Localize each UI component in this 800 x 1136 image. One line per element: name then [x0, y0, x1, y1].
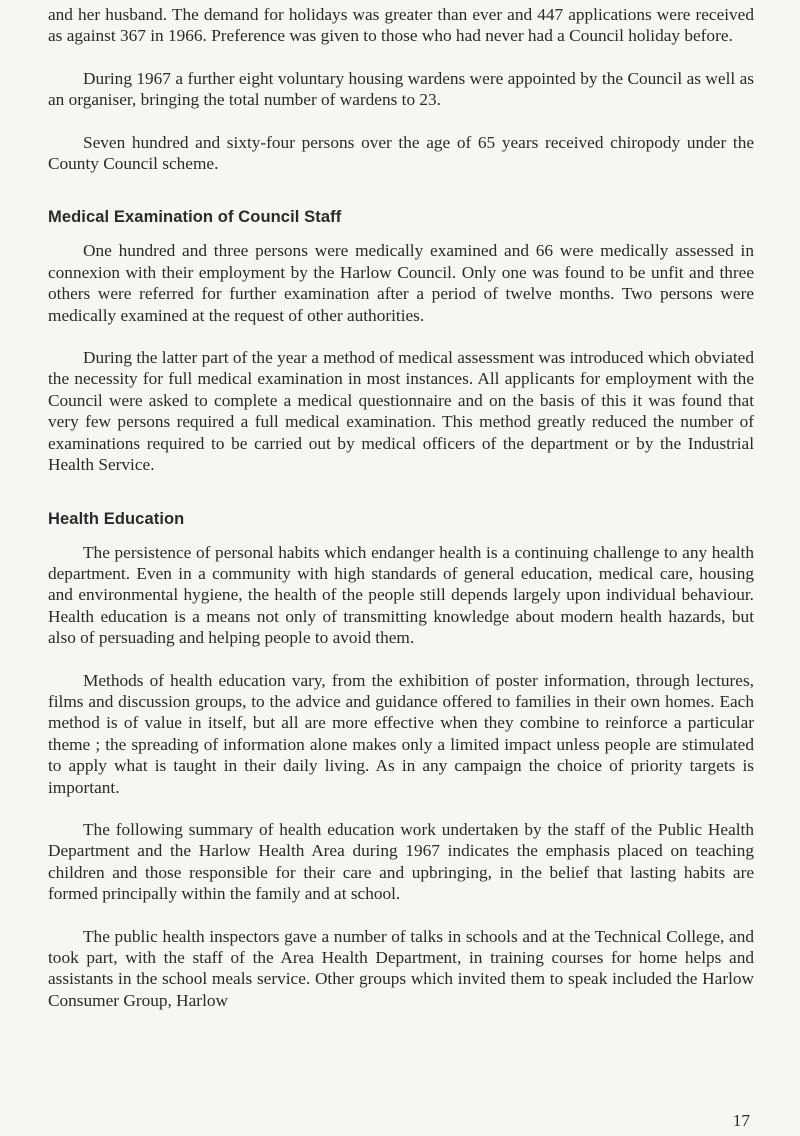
paragraph: Seven hundred and sixty-four persons over the age of 65 years received chiropody under the County Council scheme. — [48, 132, 754, 174]
paragraph: One hundred and three persons were medically examined and 66 were medically assessed in connexion with their employment by the Harlow Council. Only one was found to be unfit and three others were referred for further examination after a period of twelve months. Two persons were medically examined at the request of other authorities. — [48, 241, 754, 325]
section-heading: Medical Examination of Council Staff — [48, 208, 342, 227]
section-heading: Health Education — [48, 509, 185, 528]
page-number: 17 — [732, 1111, 750, 1130]
paragraph: Methods of health education vary, from the exhibition of poster information, through lectures, films and discussion groups, to the advice and guidance offered to families in their own homes. Each method is of value in itself, but all are more effective when they combine to reinforce a particular theme ; the spreading of information alone makes only a limited impact unless people are stimulated to apply what is taught in their daily living. As in any campaign the choice of priority targets is important. — [48, 670, 754, 797]
paragraph: During 1967 a further eight voluntary housing wardens were appointed by the Council as well as an organiser, bringing the total number of wardens to 23. — [48, 68, 754, 110]
paragraph: The following summary of health education work undertaken by the staff of the Public Health Department and the Harlow Health Area during 1967 indicates the emphasis placed on teaching children and those responsible for their care and upbringing, in the belief that lasting habits are formed principally within the family and at school. — [48, 819, 754, 904]
paragraph: The persistence of personal habits which endanger health is a continuing challenge to any health department. Even in a community with high standards of general education, medical care, housing and environmental hygiene, the health of the people still depends largely upon individual behaviour. Health education is a means not only of transmitting knowledge about modern health hazards, but also of persuading and helping people to avoid them. — [48, 542, 754, 648]
paragraph: and her husband. The demand for holidays was greater than ever and 447 applications were received as against 367 in 1966. Preference was given to those who had never had a Council holiday before. — [48, 5, 754, 46]
paragraph: The public health inspectors gave a number of talks in schools and at the Technical College, and took part, with the staff of the Area Health Department, in training courses for home helps and assistants in the school meals service. Other groups which invited them to speak included the Harlow Consumer Group, Harlow — [48, 926, 754, 1010]
document-page — [48, 0, 754, 1011]
paragraph: During the latter part of the year a method of medical assessment was introduced which obviated the necessity for full medical examination in most instances. All applicants for employment with the Council were asked to complete a medical questionnaire and on the basis of this it was found that very few persons required a full medical examination. This method greatly reduced the number of examinations required to be carried out by medical officers of the department or by the Industrial Health Service. — [48, 348, 754, 475]
